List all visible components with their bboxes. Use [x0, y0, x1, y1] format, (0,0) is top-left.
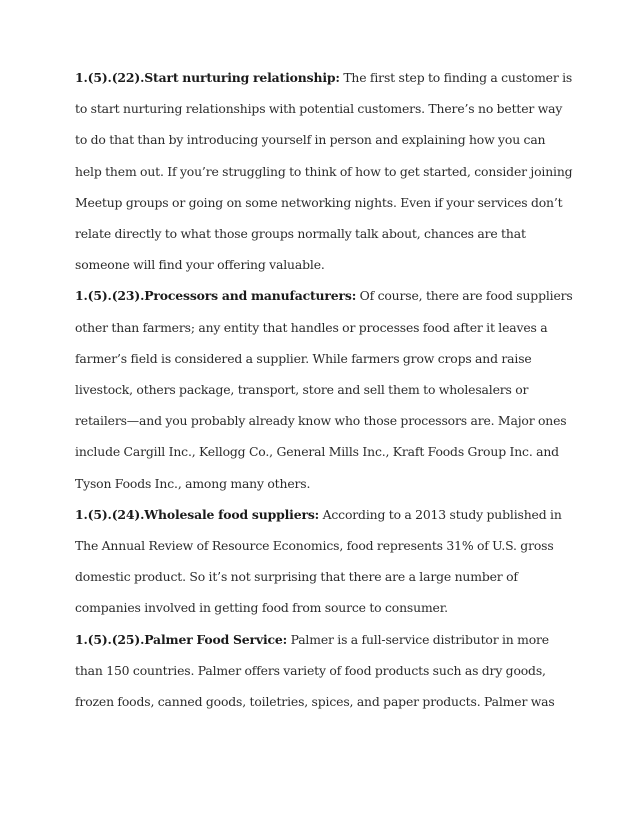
document-page [75, 62, 575, 717]
section-heading: 1.(5).(25).Palmer Food Service: [75, 631, 288, 647]
section-body: According to a 2013 study published in The Annual Review of Resource Economics, food represents 31% of U.S. gross domestic product. So it’s not surprising that there are a large number of companies involved in getting food from source to consumer. [75, 506, 562, 616]
section-body: Palmer is a full-service distributor in more than 150 countries. Palmer offers variety of food products such as dry goods, frozen foods, canned goods, toiletries, spices, and paper products. Palmer was [75, 631, 555, 710]
section-heading: 1.(5).(22).Start nurturing relationship: [75, 70, 340, 85]
section-heading: 1.(5).(23).Processors and manufacturers: [75, 288, 357, 304]
section-23 [75, 280, 575, 498]
section-24 [75, 499, 575, 624]
section-heading: 1.(5).(24).Wholesale food suppliers: [75, 506, 320, 522]
section-22 [75, 62, 575, 280]
section-25 [75, 624, 575, 718]
section-body: Of course, there are food suppliers other than farmers; any entity that handles or processes food after it leaves a farmer’s field is considered a supplier. While farmers grow crops and raise livestock, others package, transport, store and sell them to wholesalers or retailers—and you probably already know who those processors are. Major ones include Cargill Inc., Kellogg Co., General Mills Inc., Kraft Foods Group Inc. and Tyson Foods Inc., among many others. [75, 288, 573, 491]
section-body: The first step to finding a customer is to start nurturing relationships with potential customers. There’s no better way to do that than by introducing yourself in person and explaining how you can help them out. If you’re struggling to think of how to get started, consider joining Meetup groups or going on some networking nights. Even if your services don’t relate directly to what those groups normally talk about, chances are that someone will find your offering valuable. [75, 70, 573, 273]
